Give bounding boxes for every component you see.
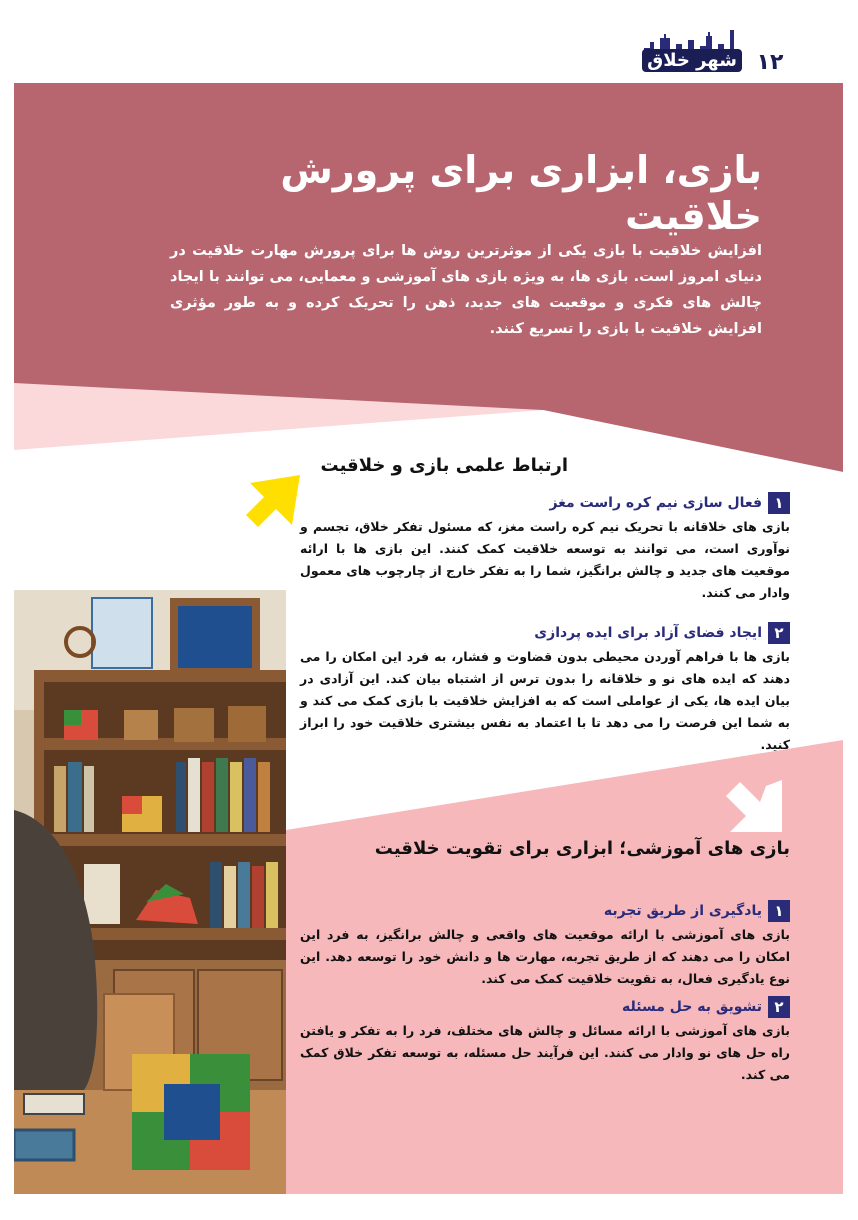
page-number: ۱۲ [756, 50, 784, 75]
item-number-badge: ۲ [768, 622, 790, 644]
item-title: فعال سازی نیم کره راست مغز [549, 495, 762, 511]
bookshelf-illustration [14, 590, 286, 1194]
item-body: بازی های آموزشی با ارائه مسائل و چالش های مختلف، فرد را به تفکر و یافتن راه حل های نو وادار می کنند. این فرآیند حل مسئله، به توسعه تفکر خلاق کمک می کند. [300, 1023, 790, 1082]
section1-title: ارتباط علمی بازی و خلاقیت [320, 455, 568, 476]
section2-item-1 [300, 900, 790, 990]
item-number-badge: ۲ [768, 996, 790, 1018]
item-body: بازی ها با فراهم آوردن محیطی بدون قضاوت و فشار، به فرد این امکان را می دهند که ایده های نو و خلاقانه را بدون ترس از اشتباه بیان کند. این آزادی در بیان ایده ها، یکی از عواملی است که به افزایش خلاقیت با بازی کمک می کند و به شما این فرصت را می دهد تا با اعتماد به نفس بیشتری خلاقیت خود را ابراز کنید. [300, 649, 790, 752]
item-body: بازی های خلاقانه با تحریک نیم کره راست مغز، که مسئول تفکر خلاق، تجسم و نوآوری است، می توانند به توسعه خلاقیت کمک کنند. این بازی ها با ارائه موقعیت های جدید و چالش برانگیز، شما را به تفکر خارج از چارچوب های معمول وادار می کنند. [300, 519, 790, 600]
section1-item-2 [300, 622, 790, 756]
page-title: بازی، ابزاری برای پرورش خلاقیت [280, 148, 762, 238]
logo [642, 30, 742, 74]
section1-item-1 [300, 492, 790, 604]
item-body: بازی های آموزشی با ارائه موقعیت های واقعی و چالش برانگیز، به فرد این امکان را می دهند که از طریق تجربه، مهارت ها و دانش خود را توسعه دهد. این نوع یادگیری فعال، به تقویت خلاقیت کمک می کند. [300, 927, 790, 986]
section2-item-2 [300, 996, 790, 1086]
section2-title: بازی های آموزشی؛ ابزاری برای تقویت خلاقیت [374, 838, 790, 859]
intro-paragraph: افزایش خلاقیت با بازی یکی از موثرترین روش ها برای پرورش مهارت خلاقیت در دنیای امروز است. بازی ها، به ویژه بازی های آموزشی و معمایی، می توانند با ایجاد چالش های فکری و موقعیت های جدید، ذهن را تحریک کرده و به طور مؤثری افزایش خلاقیت با بازی را تسریع کنند. [170, 243, 762, 337]
item-number-badge: ۱ [768, 900, 790, 922]
item-title: یادگیری از طریق تجربه [603, 903, 762, 919]
item-title: ایجاد فضای آزاد برای ایده پردازی [534, 625, 762, 641]
logo-text: شهر خلاق [642, 49, 742, 72]
item-title: تشویق به حل مسئله [622, 999, 762, 1015]
bookshelf-photo [14, 590, 286, 1194]
item-number-badge: ۱ [768, 492, 790, 514]
